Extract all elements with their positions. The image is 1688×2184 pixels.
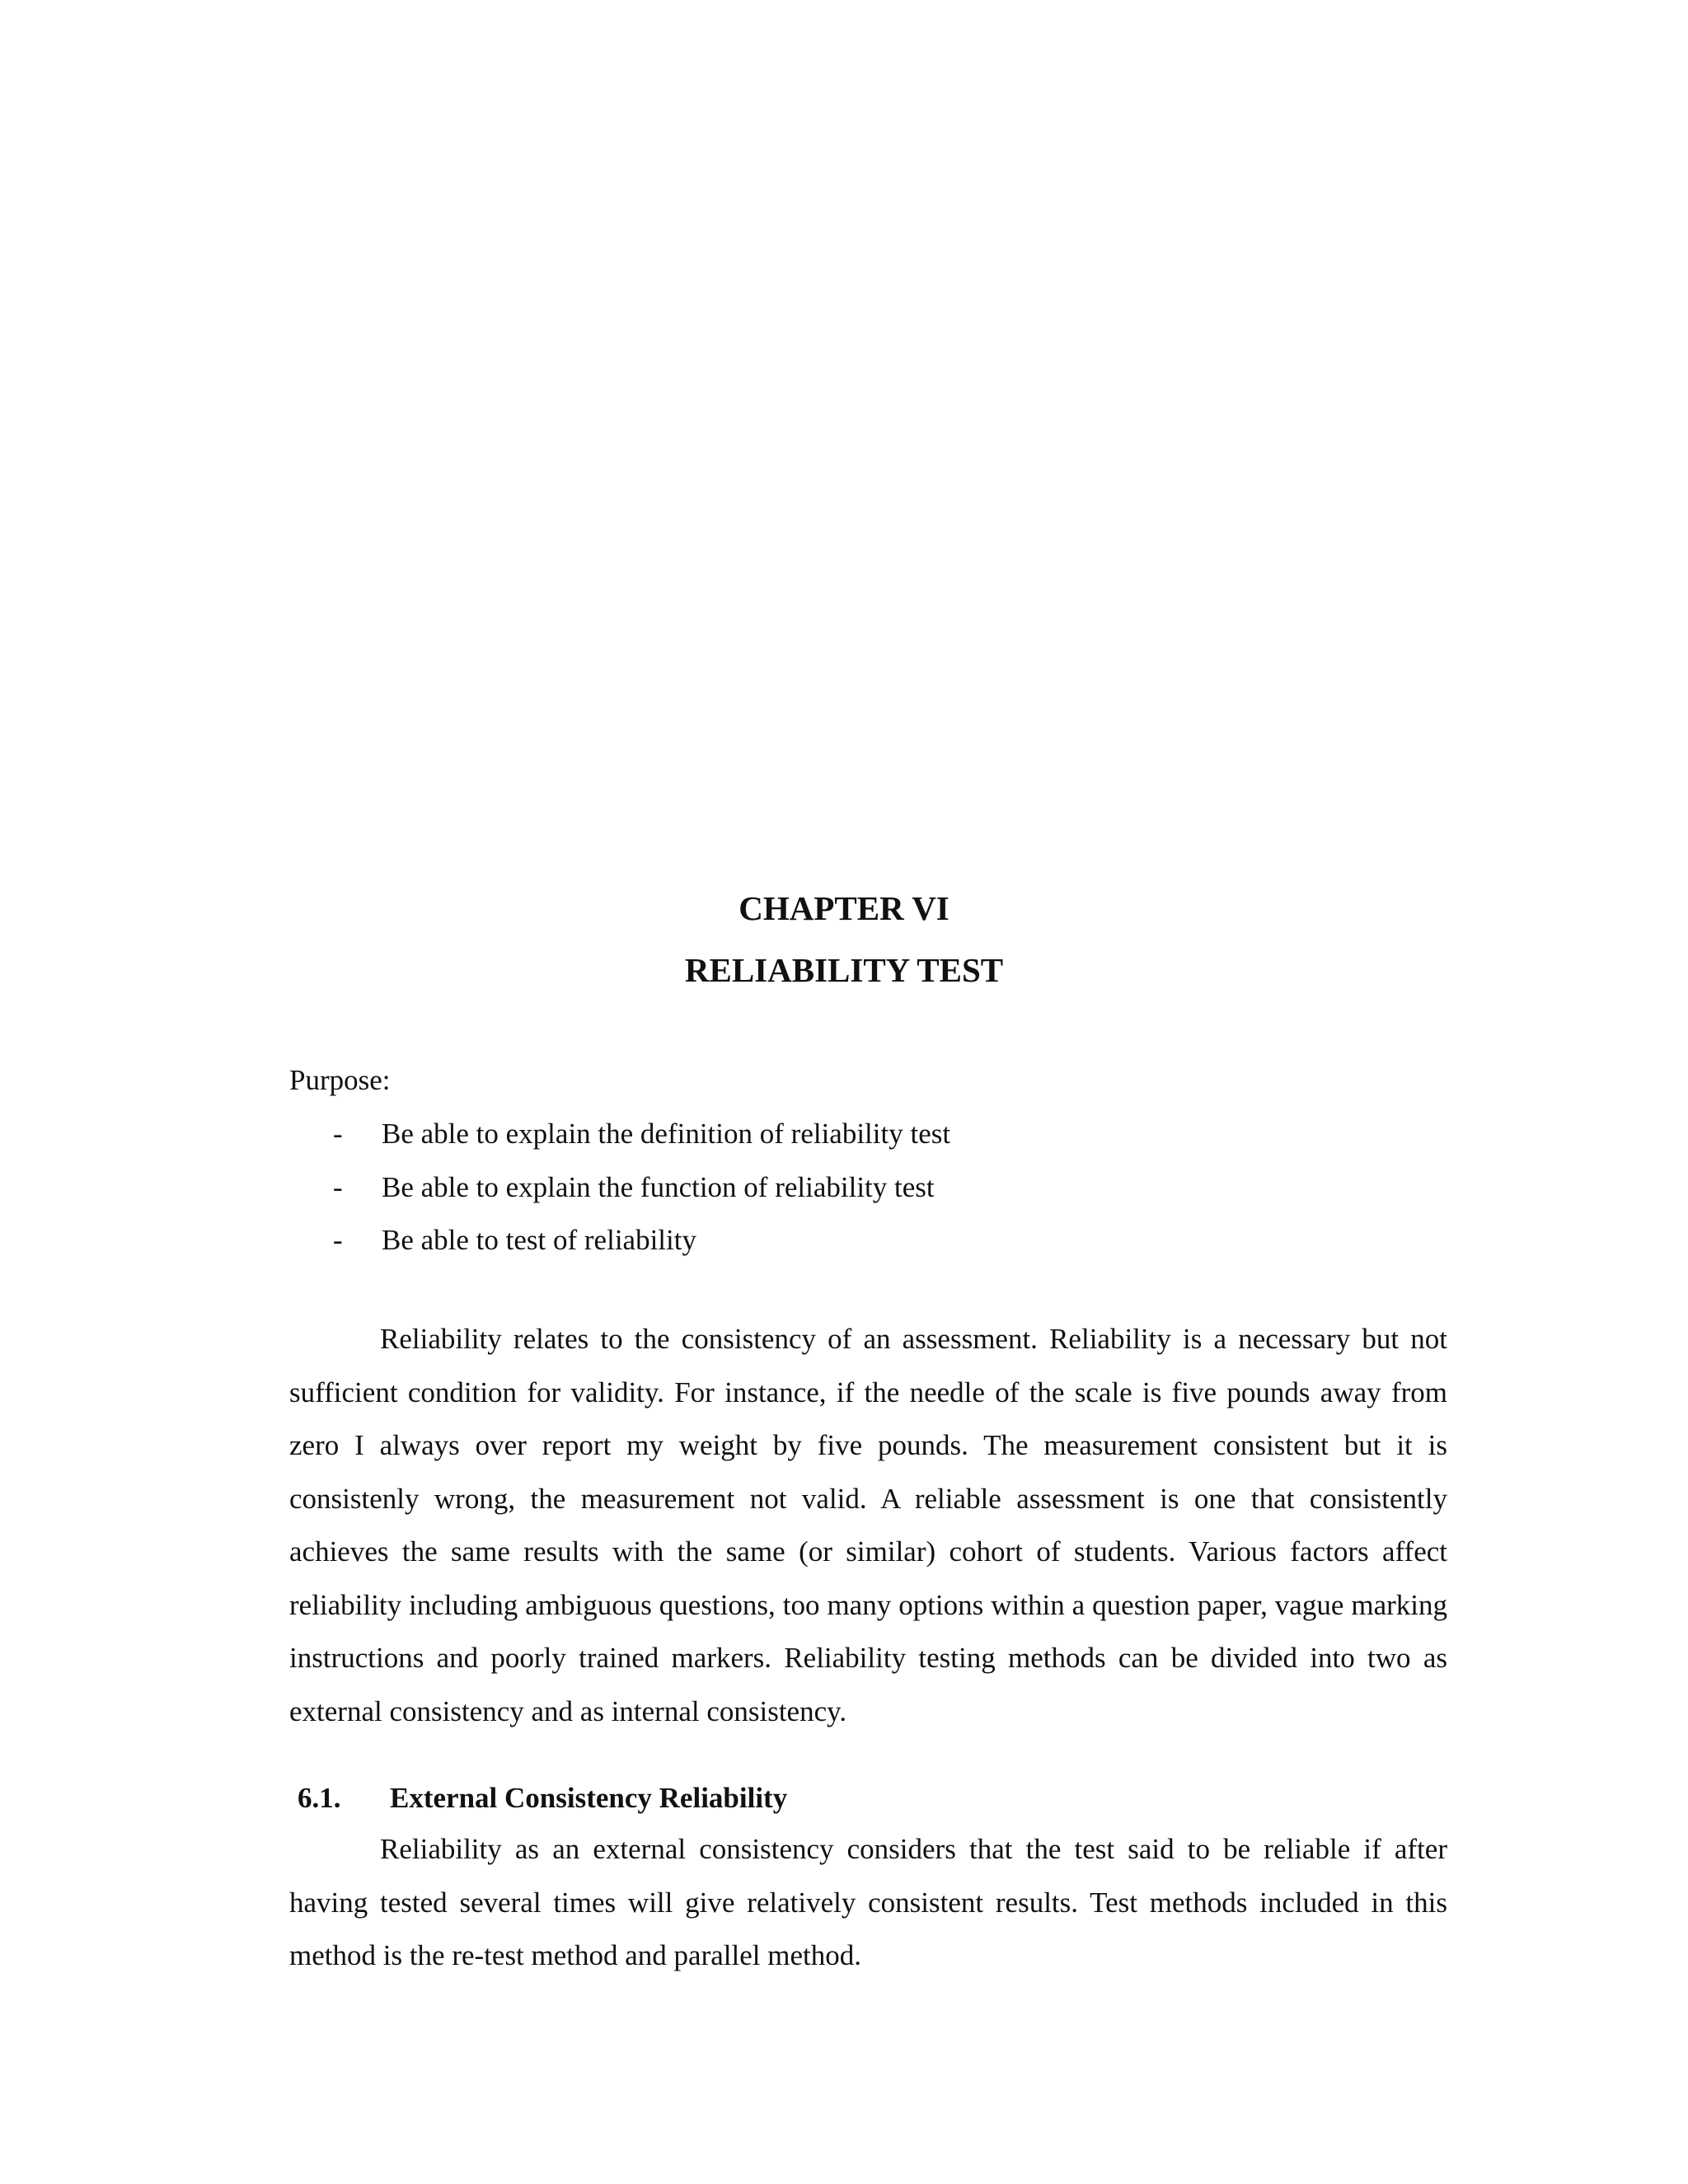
section-number: 6.1. (298, 1782, 341, 1814)
chapter-title: RELIABILITY TEST (684, 951, 1004, 989)
bullet-dash: - (333, 1170, 343, 1203)
chapter-number: CHAPTER VI (738, 889, 950, 927)
purpose-item-text: Be able to explain the function of reliability test (382, 1170, 935, 1203)
purpose-list (289, 1116, 1443, 1276)
purpose-item-text: Be able to test of reliability (382, 1224, 696, 1256)
section-heading (298, 1780, 787, 1816)
section-paragraph: Reliability as an external consistency considers that the test said to be reliable if after having tested several times will give relatively consistent results. Test methods included in this method is the re-test method and parallel method. (289, 1833, 1447, 1971)
purpose-item (289, 1116, 1443, 1169)
bullet-dash: - (333, 1224, 343, 1256)
purpose-item (289, 1222, 1443, 1276)
purpose-label: Purpose: (289, 1064, 391, 1096)
intro-paragraph: Reliability relates to the consistency of an assessment. Reliability is a necessary but not sufficient condition for validity. For instance, if the needle of the scale is five pounds away from zero I always over report my weight by five pounds. The measurement consistent but it is consistenly wrong, the measurement not valid. A reliable assessment is one that consistently achieves the same results with the same (or similar) cohort of students. Various factors affect reliability including ambiguous questions, too many options within a question paper, vague marking instructions and poorly trained markers. Reliability testing methods can be divided into two as external consistency and as internal consistency. (289, 1323, 1447, 1727)
section-title: External Consistency Reliability (390, 1782, 788, 1814)
bullet-dash: - (333, 1118, 343, 1150)
purpose-item (289, 1169, 1443, 1223)
purpose-item-text: Be able to explain the definition of reliability test (382, 1118, 951, 1150)
